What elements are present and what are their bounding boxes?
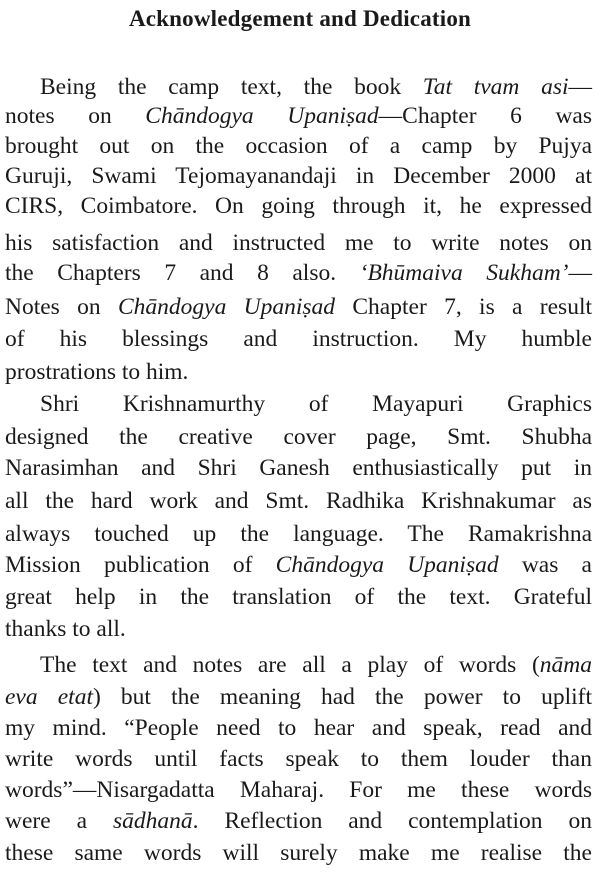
paragraph-2-line-2: designed the creative cover page, Smt. Shubha [5, 424, 592, 450]
paragraph-1-line-2 [5, 101, 592, 131]
paragraph-3-line-7: these same words will surely make me realise the [5, 840, 592, 866]
paragraph-3-line-5: words”—Nisargadatta Maharaj. For me these words [5, 777, 592, 803]
text-run: . Reflection and contemplation on [192, 808, 592, 834]
italic-text: sādhanā [112, 808, 193, 834]
paragraph-1-line-9: of his blessings and instruction. My humble [5, 326, 592, 352]
paragraph-1-line-1 [40, 72, 592, 102]
italic-text: Chāndogya Upaniṣad [145, 103, 379, 129]
paragraph-2-line-5: always touched up the language. The Ramakrishna [5, 521, 592, 547]
paragraph-3-line-6 [5, 806, 592, 836]
text-run: were a [5, 808, 113, 834]
paragraph-2-line-4: all the hard work and Smt. Radhika Krishnakumar as [5, 488, 592, 514]
paragraph-2-line-7: great help in the translation of the text. Grateful [5, 584, 592, 610]
text-run: —Chapter 6 was [378, 103, 593, 129]
paragraph-2-line-8: thanks to all. [5, 616, 126, 642]
text-run: Chapter 7, is a result [335, 294, 593, 320]
paragraph-1-line-3: brought out on the occasion of a camp by Pujya [5, 133, 592, 159]
paragraph-2-line-6 [5, 550, 592, 580]
paragraph-2-line-1: Shri Krishnamurthy of Mayapuri Graphics [40, 391, 592, 417]
text-run: — [568, 74, 593, 100]
text-run: the Chapters 7 and 8 also. [5, 260, 360, 286]
paragraph-1-line-7 [5, 258, 592, 288]
text-run: notes on [5, 103, 146, 129]
paragraph-2-line-3: Narasimhan and Shri Ganesh enthusiastically put in [5, 455, 592, 481]
page-title: Acknowledgement and Dedication [128, 6, 472, 31]
italic-text: Chāndogya Upaniṣad [275, 552, 499, 578]
italic-text: Chāndogya Upaniṣad [117, 294, 336, 320]
paragraph-3-line-2 [5, 682, 592, 712]
paragraph-3-line-1 [40, 650, 592, 680]
paragraph-1-line-6: his satisfaction and instructed me to write notes on [5, 230, 592, 256]
text-run: ) but the meaning had the power to uplift [92, 684, 592, 710]
paragraph-3-line-3: my mind. “People need to hear and speak, read and [5, 715, 592, 741]
italic-text: Tat tvam asi [422, 74, 569, 100]
paragraph-1-line-4: Guruji, Swami Tejomayanandaji in December 2000 at [5, 163, 592, 189]
paragraph-1-line-10: prostrations to him. [5, 359, 189, 385]
paragraph-1-line-8 [5, 292, 592, 322]
text-run: The text and notes are all a play of words ( [40, 652, 540, 678]
paragraph-3-line-4: write words until facts speak to them louder than [5, 746, 592, 772]
italic-text: nāma [539, 652, 592, 678]
text-run: was a [498, 552, 592, 578]
italic-text: eva etat [5, 684, 93, 710]
paragraph-1-line-5: CIRS, Coimbatore. On going through it, he expressed [5, 193, 592, 219]
text-run: Mission publication of [5, 552, 276, 578]
italic-text: ‘Bhūmaiva Sukham’ [359, 260, 569, 286]
text-run: — [568, 260, 592, 286]
text-run: Being the camp text, the book [40, 74, 423, 100]
text-run: Notes on [5, 294, 118, 320]
